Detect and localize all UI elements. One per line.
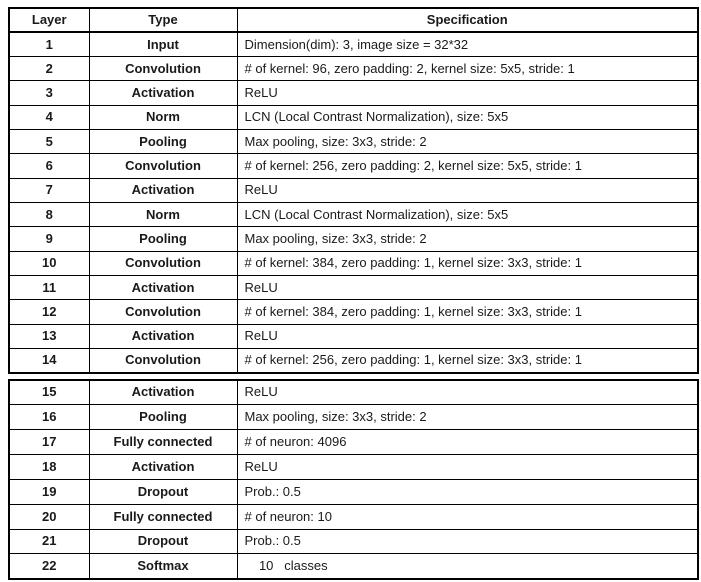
spec-cell: ReLU: [237, 81, 698, 105]
table-row: [9, 154, 698, 178]
spec-cell: # of kernel: 96, zero padding: 2, kernel size: 5x5, stride: 1: [237, 57, 698, 81]
spec-cell: # of neuron: 4096: [237, 430, 698, 455]
spec-cell: ReLU: [237, 455, 698, 480]
spec-cell: 10 classes: [237, 554, 698, 579]
layer-cell: 14: [9, 349, 89, 373]
layer-cell: 20: [9, 504, 89, 529]
layer-cell: 22: [9, 554, 89, 579]
layer-cell: 16: [9, 405, 89, 430]
layer-cell: 18: [9, 455, 89, 480]
spec-cell: ReLU: [237, 276, 698, 300]
type-cell: Activation: [89, 380, 237, 405]
layer-cell: 5: [9, 130, 89, 154]
column-header-type: Type: [89, 8, 237, 32]
type-cell: Dropout: [89, 529, 237, 554]
spec-cell: Prob.: 0.5: [237, 529, 698, 554]
table-row: [9, 105, 698, 129]
header-row: [9, 8, 698, 32]
table-row: [9, 32, 698, 56]
spec-cell: ReLU: [237, 178, 698, 202]
table-row: [9, 529, 698, 554]
spec-cell: Max pooling, size: 3x3, stride: 2: [237, 227, 698, 251]
column-header-specification: Specification: [237, 8, 698, 32]
layer-cell: 19: [9, 479, 89, 504]
type-cell: Convolution: [89, 300, 237, 324]
table-row: [9, 57, 698, 81]
type-cell: Pooling: [89, 405, 237, 430]
type-cell: Norm: [89, 105, 237, 129]
type-cell: Fully connected: [89, 504, 237, 529]
layer-cell: 2: [9, 57, 89, 81]
type-cell: Convolution: [89, 154, 237, 178]
spec-cell: Max pooling, size: 3x3, stride: 2: [237, 130, 698, 154]
type-cell: Dropout: [89, 479, 237, 504]
architecture-table-part-1: [8, 7, 699, 374]
table-row: [9, 380, 698, 405]
type-cell: Pooling: [89, 130, 237, 154]
type-cell: Activation: [89, 276, 237, 300]
spec-cell: ReLU: [237, 324, 698, 348]
spec-cell: LCN (Local Contrast Normalization), size: 5x5: [237, 203, 698, 227]
layer-cell: 3: [9, 81, 89, 105]
table-row: [9, 455, 698, 480]
layer-cell: 9: [9, 227, 89, 251]
spec-cell: Dimension(dim): 3, image size = 32*32: [237, 32, 698, 56]
layer-cell: 17: [9, 430, 89, 455]
layer-cell: 21: [9, 529, 89, 554]
type-cell: Activation: [89, 455, 237, 480]
table-body-section-1: [9, 32, 698, 373]
layer-cell: 8: [9, 203, 89, 227]
layer-cell: 11: [9, 276, 89, 300]
table-row: [9, 81, 698, 105]
column-header-layer: Layer: [9, 8, 89, 32]
spec-cell: ReLU: [237, 380, 698, 405]
type-cell: Fully connected: [89, 430, 237, 455]
table-row: [9, 349, 698, 373]
layer-cell: 6: [9, 154, 89, 178]
type-cell: Softmax: [89, 554, 237, 579]
spec-cell: Prob.: 0.5: [237, 479, 698, 504]
layer-cell: 13: [9, 324, 89, 348]
table-row: [9, 227, 698, 251]
type-cell: Convolution: [89, 349, 237, 373]
type-cell: Activation: [89, 81, 237, 105]
table-row: [9, 300, 698, 324]
layer-cell: 1: [9, 32, 89, 56]
type-cell: Activation: [89, 178, 237, 202]
layer-cell: 10: [9, 251, 89, 275]
table-row: [9, 504, 698, 529]
table-body-section-2: [9, 380, 698, 579]
table-row: [9, 405, 698, 430]
layer-cell: 4: [9, 105, 89, 129]
spec-cell: LCN (Local Contrast Normalization), size: 5x5: [237, 105, 698, 129]
table-row: [9, 554, 698, 579]
type-cell: Activation: [89, 324, 237, 348]
table-header: [9, 8, 698, 32]
table-row: [9, 479, 698, 504]
architecture-table-part-2: [8, 379, 699, 580]
table-row: [9, 203, 698, 227]
spec-cell: # of kernel: 384, zero padding: 1, kernel size: 3x3, stride: 1: [237, 251, 698, 275]
spec-cell: # of kernel: 384, zero padding: 1, kernel size: 3x3, stride: 1: [237, 300, 698, 324]
layer-cell: 15: [9, 380, 89, 405]
layer-cell: 12: [9, 300, 89, 324]
table-row: [9, 251, 698, 275]
table-row: [9, 130, 698, 154]
spec-cell: # of neuron: 10: [237, 504, 698, 529]
table-row: [9, 178, 698, 202]
type-cell: Norm: [89, 203, 237, 227]
type-cell: Pooling: [89, 227, 237, 251]
spec-cell: # of kernel: 256, zero padding: 1, kernel size: 3x3, stride: 1: [237, 349, 698, 373]
type-cell: Convolution: [89, 251, 237, 275]
table-row: [9, 276, 698, 300]
type-cell: Convolution: [89, 57, 237, 81]
table-row: [9, 324, 698, 348]
layer-cell: 7: [9, 178, 89, 202]
table-row: [9, 430, 698, 455]
type-cell: Input: [89, 32, 237, 56]
spec-cell: # of kernel: 256, zero padding: 2, kernel size: 5x5, stride: 1: [237, 154, 698, 178]
spec-cell: Max pooling, size: 3x3, stride: 2: [237, 405, 698, 430]
